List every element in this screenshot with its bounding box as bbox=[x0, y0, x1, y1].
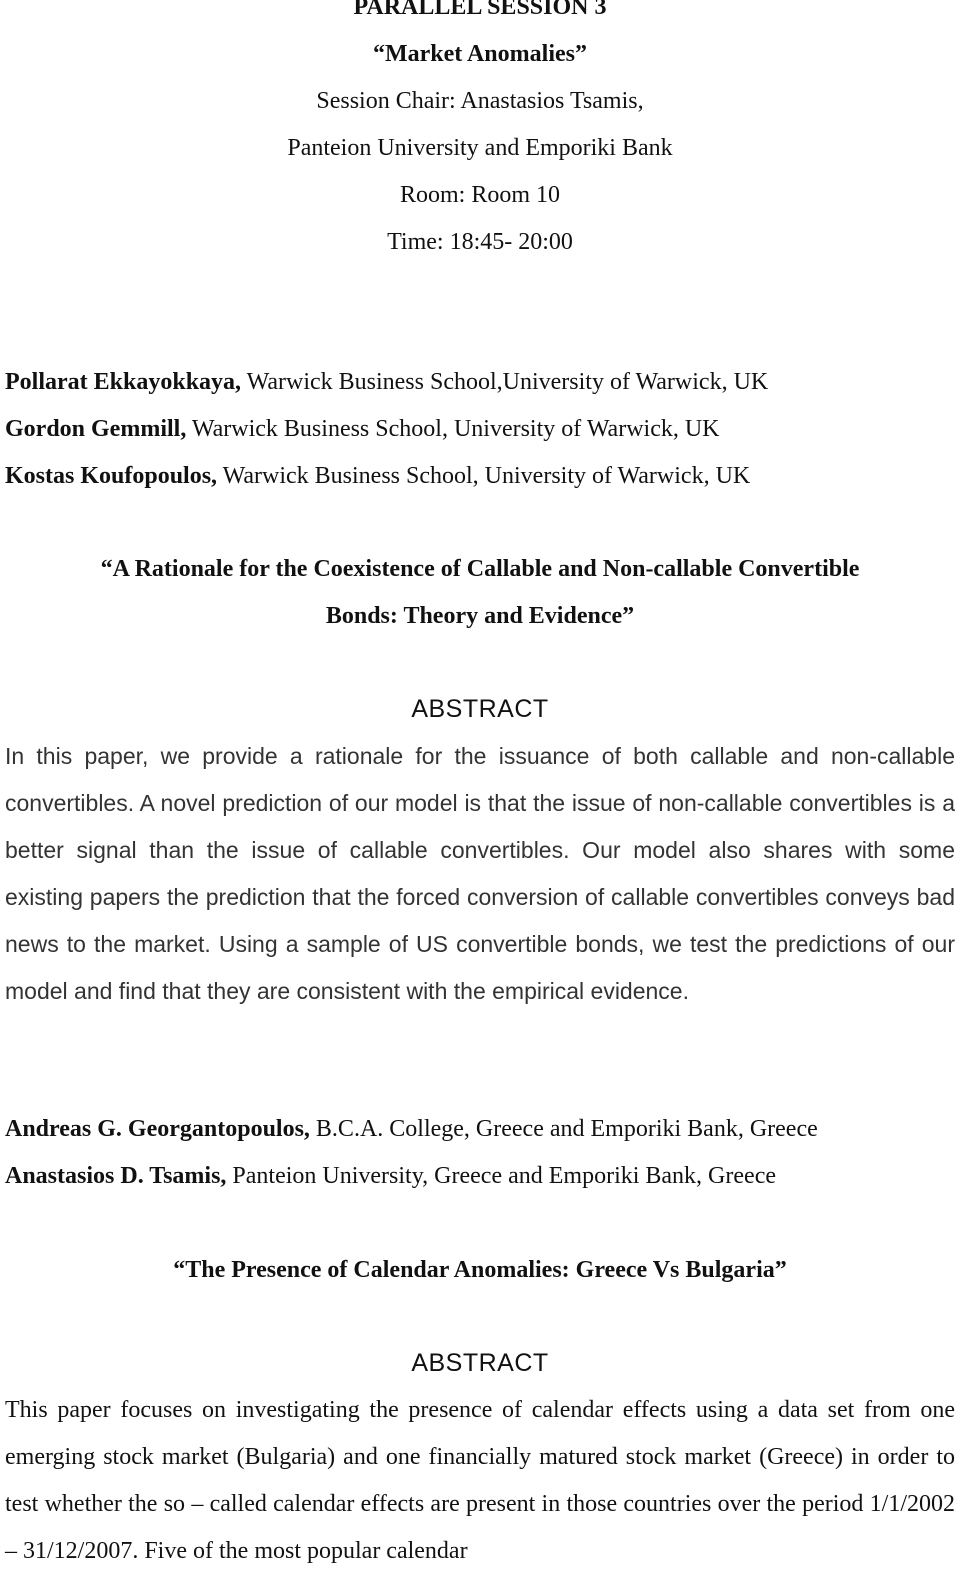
author-name: Pollarat Ekkayokkaya, bbox=[5, 369, 242, 395]
author-affiliation: Panteion University, Greece and Emporiki Bank, Greece bbox=[226, 1163, 776, 1189]
author-name: Anastasios D. Tsamis, bbox=[5, 1163, 227, 1189]
author-affiliation: B.C.A. College, Greece and Emporiki Bank, Greece bbox=[309, 1116, 818, 1142]
author-affiliation: Warwick Business School, University of Warwick, UK bbox=[217, 463, 751, 489]
author-affiliation: Warwick Business School, University of Warwick, UK bbox=[186, 416, 720, 442]
session-title: PARALLEL SESSION 3 bbox=[353, 0, 607, 20]
author-entry bbox=[5, 453, 955, 500]
session-chair-affiliation: Panteion University and Emporiki Bank bbox=[287, 135, 673, 161]
session-time: Time: 18:45- 20:00 bbox=[387, 229, 573, 255]
paper-1-abstract: In this paper, we provide a rationale for the issuance of both callable and non-callable convertibles. A novel prediction of our model is that the issue of non-callable convertibles is a better signal than the issue of callable convertibles. Our model also shares with some existing papers the prediction that the forced conversion of callable convertibles conveys bad news to the market. Using a sample of US convertible bonds, we test the predictions of our model and find that they are consistent with the empirical evidence. bbox=[5, 743, 955, 1004]
paper-title-line: “The Presence of Calendar Anomalies: Greece Vs Bulgaria” bbox=[173, 1257, 787, 1283]
session-room: Room: Room 10 bbox=[399, 182, 561, 208]
paper-title-line: Bonds: Theory and Evidence” bbox=[325, 603, 635, 629]
author-entry bbox=[5, 359, 955, 406]
author-affiliation: Warwick Business School,University of Warwick, UK bbox=[241, 369, 769, 395]
author-entry bbox=[5, 406, 955, 453]
author-name: Gordon Gemmill, bbox=[5, 416, 187, 442]
paper-2-authors bbox=[5, 1106, 955, 1200]
session-theme: “Market Anomalies” bbox=[373, 41, 587, 67]
paper-title-line: “A Rationale for the Coexistence of Callable and Non-callable Convertible bbox=[100, 556, 860, 582]
paper-1-title bbox=[0, 546, 960, 640]
session-chair: Session Chair: Anastasios Tsamis, bbox=[316, 88, 644, 114]
author-name: Andreas G. Georgantopoulos, bbox=[5, 1116, 310, 1142]
paper-1-authors bbox=[5, 359, 955, 500]
session-header bbox=[0, 0, 960, 266]
author-name: Kostas Koufopoulos, bbox=[5, 463, 218, 489]
paper-1-abstract-heading: ABSTRACT bbox=[411, 695, 549, 723]
paper-2-title bbox=[0, 1247, 960, 1294]
paper-2-abstract: This paper focuses on investigating the presence of calendar effects using a data set from one emerging stock market (Bulgaria) and one financially matured stock market (Greece) in order to test whether the so – called calendar effects are present in those countries over the period 1/1/2002 – 31/12/2007. Five of the most popular calendar bbox=[5, 1397, 955, 1564]
paper-2-abstract-heading: ABSTRACT bbox=[411, 1349, 549, 1377]
author-entry bbox=[5, 1106, 955, 1153]
author-entry bbox=[5, 1153, 955, 1200]
